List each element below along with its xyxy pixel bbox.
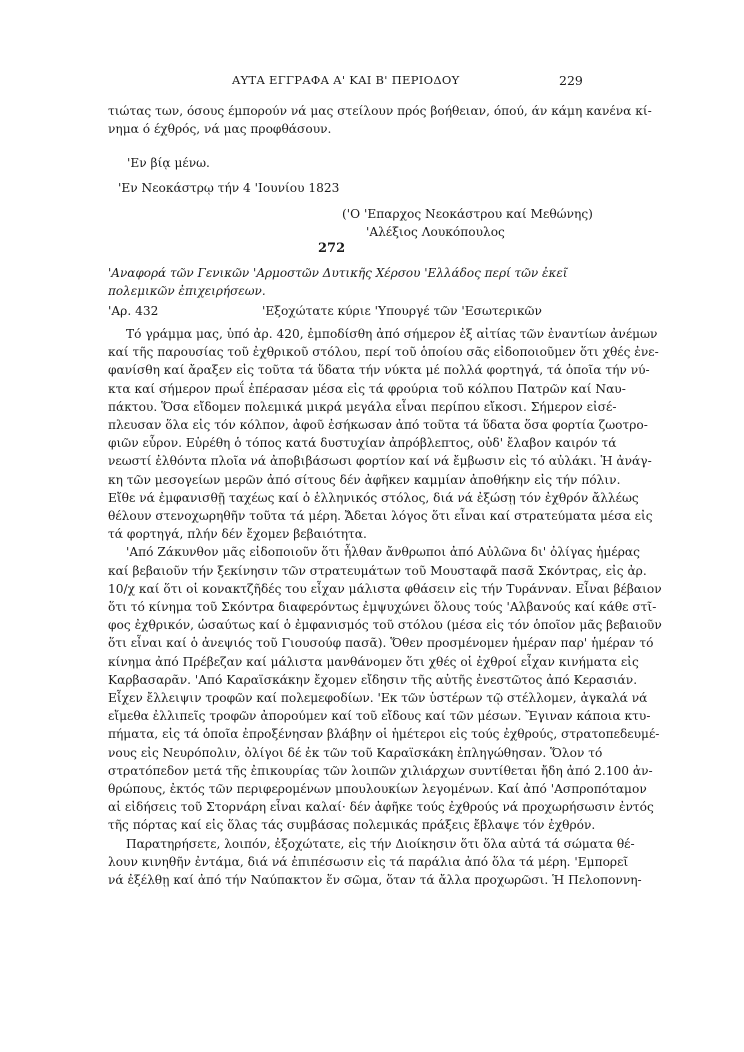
paragraph	[108, 835, 642, 890]
paragraph	[108, 325, 659, 543]
reference-number: 'Αρ. 432	[108, 304, 159, 318]
text-line: φιῶν εὗρον. Εὑρέθη ὁ τόπος κατά δυστυχίαν ἀπρόβλεπτος, οὐδ' ἔλαβον καιρόν τά	[108, 436, 617, 451]
text-line: Τό γράμμα μας, ὑπό ἀρ. 420, ἐμποδίσθη ἀπό σήμερον ἐξ αἰτίας τῶν ἐναντίων ἀνέμων	[126, 327, 658, 341]
document-title: 'Αναφορά τῶν Γενικῶν 'Αρμοστῶν Δυτικῆς Χέρσου 'Ελλάδος περί τῶν ἐκεῖ πολεμικῶν ἐπιχειρήσεων.	[108, 266, 568, 298]
signature-title: ('Ο 'Επαρχος Νεοκάστρου καί Μεθώνης)	[342, 207, 593, 221]
text-line: Καρβασαρᾶν. 'Από Καραϊσκάκην ἔχομεν εἴδησιν τῆς αὐτῆς ἐνεστῶτος ἀπό Κερασιάν.	[108, 672, 638, 687]
text-line: λουν κινηθῆν ἐντάμα, διά νά ἐπιπέσωσιν εἰς τά παράλια ἀπό ὅλα τά μέρη. 'Εμπορεῖ	[108, 854, 629, 869]
text-line: τά φορτηγά, πλήν δέν ἔχομεν βεβαιότητα.	[108, 527, 367, 542]
text-line: φος ἐχθρικόν, ὡσαύτως καί ὁ ἐμφανισμός τοῦ στόλου (μέσα εἰς τόν ὁποῖον μᾶς βεβαιοῦν	[108, 618, 662, 633]
text-line: κίνημα ἀπό Πρέβεζαν καί μάλιστα μανθάνομεν ὅτι χθές οἱ ἐχθροί εἶχαν κινήματα εἰς	[108, 654, 639, 669]
paragraph	[108, 543, 662, 834]
text-line: 10/χ καί ὅτι οἱ κονακτζῆδές του εἶχαν μάλιστα φθάσειν εἰς τήν Τυράνναν. Εἶναι βέβαιον	[108, 581, 662, 596]
document-body	[108, 325, 662, 889]
text-line: νά ἐξέλθῃ καί ἀπό τήν Ναύπακτον ἕν σῶμα, ὅταν τά ἄλλα προχωρῶσι. Ἡ Πελοποννη-	[108, 873, 642, 888]
text-line: πλευσαν ὅλα εἰς τόν κόλπον, ἀφοῦ ἐσήκωσαν ἀπό τοῦτα τά ὕδατα ὅσα φορτία ζωοτρο-	[108, 418, 648, 433]
text-line: Παρατηρήσετε, λοιπόν, ἐξοχώτατε, εἰς τήν Διοίκησιν ὅτι ὅλα αὐτά τά σώματα θέ-	[126, 836, 635, 851]
text-line: νημα ό έχθρός, νά μας προφθάσουν.	[108, 122, 332, 137]
text-line: ὅτι εἶναι καί ὁ ἀνεψιός τοῦ Γιουσούφ πασᾶ). Ὅθεν προσμένομεν ἡμέραν παρ' ἡμέραν τό	[108, 636, 654, 651]
closing-phrase: 'Εν βίᾳ μένω.	[127, 156, 210, 170]
text-line: αἱ εἰδήσεις τοῦ Στορνάρη εἶναι καλαί· δέν ἀφῆκε τούς ἐχθρούς νά προχωρήσωσιν ἐντός	[108, 800, 654, 815]
text-line: τῆς πόρτας καί εἰς ὅλας τάς συμβάσας πολεμικάς πράξεις ἔβλαψε τόν ἐχθρόν.	[108, 818, 596, 833]
text-line: πήματα, εἰς τά ὁποῖα ἐπροξένησαν βλάβην οἱ ἡμέτεροι εἰς τούς ἐχθρούς, στρατοπεδευμέ-	[108, 727, 660, 742]
text-line: νους εἰς Νευρόπολιν, ὀλίγοι δέ ἐκ τῶν τοῦ Καραϊσκάκη ἐπληγώθησαν. Ὅλον τό	[108, 745, 603, 760]
place-date: 'Εν Νεοκάστρῳ τήν 4 'Ιουνίου 1823	[118, 181, 340, 195]
text-line: πάκτου. Ὅσα εἴδομεν πολεμικά μικρά μεγάλα εἶναι περίπου εἴκοσι. Σήμερον εἰσέ-	[108, 399, 617, 414]
document-number: 272	[318, 241, 346, 256]
salutation: 'Εξοχώτατε κύριε 'Υπουργέ τῶν 'Εσωτερικῶν	[262, 304, 542, 318]
text-line: κτα καί σήμερον πρωΐ ἐπέρασαν μέσα εἰς τά φρούρια τοῦ κόλπου Πατρῶν καί Ναυ-	[108, 381, 626, 396]
text-line: 'Από Ζάκυνθον μᾶς εἰδοποιοῦν ὅτι ἦλθαν ἄνθρωποι ἀπό Αὐλῶνα δι' ὀλίγας ἡμέρας	[126, 545, 640, 560]
text-line: ὅτι τό κίνημα τοῦ Σκόντρα διαφερόντως ἐμψυχώνει ὅλους τούς 'Αλβανούς καί κάθε στῖ-	[108, 600, 657, 615]
text-line: φανίσθη καί ἄραξεν εἰς τοῦτα τά ὕδατα τήν νύκτα μέ πολλά φορτηγά, τά ὁποῖα τήν νύ-	[108, 363, 650, 378]
previous-document-text	[108, 102, 652, 138]
text-line: θέλουν στενοχωρηθῆν τοῦτα τά μέρη. Ἄδεται λόγος ὅτι εἶναι καί στρατεύματα μέσα εἰς	[108, 509, 653, 524]
signature-name: 'Αλέξιος Λουκόπουλος	[366, 225, 505, 239]
text-line: εἴμεθα ἐλλιπεῖς τροφῶν ἀπορούμεν καί τοῦ εἴδους καί τῶν μέσων. Ἔγιναν κάποια κτυ-	[108, 709, 651, 724]
text-line: θρώπους, ἐκτός τῶν περιφερομένων μπουλουκίων λεγομένων. Καί ἀπό 'Ασπροπόταμον	[108, 782, 647, 797]
page-number: 229	[559, 73, 583, 88]
text-line: καί τῆς παρουσίας τοῦ ἐχθρικοῦ στόλου, περί τοῦ ὁποίου σᾶς εἰδοποιοῦμεν ὅτι χθές ἐνε-	[108, 345, 659, 360]
text-line: καί βεβαιοῦν τήν ξεκίνησιν τῶν στρατευμάτων τοῦ Μουσταφᾶ πασᾶ Σκόντρας, εἰς ἀρ.	[108, 563, 647, 578]
text-line: τιώτας των, όσους έμπορούν νά μας στείλουν πρός βοήθειαν, όπού, άν κάμη κανένα κί-	[108, 104, 652, 118]
text-line: Εἶχεν ἔλλειψιν τροφῶν καί πολεμεφοδίων. 'Εκ τῶν ὑστέρων τῷ στέλλομεν, ἀγκαλά νά	[108, 691, 648, 706]
text-line: νεωστί ἐλθόντα πλοῖα νά ἀποβιβάσωσι φορτίον καί νά ἔμβωσιν εἰς τό αὐλάκι. Ἡ ἀνάγ-	[108, 454, 652, 469]
running-head: ΑΥΤΑ ΕΓΓΡΑΦΑ Α' ΚΑΙ Β' ΠΕΡΙΟΔΟΥ	[232, 73, 460, 87]
text-line: στρατόπεδον μετά τῆς ἐπικουρίας τῶν λοιπῶν χιλιάρχων συντίθεται ἤδη ἀπό 2.100 ἀν-	[108, 763, 653, 778]
text-line: Εἴθε νά ἐμφανισθῇ ταχέως καί ὁ ἑλληνικός στόλος, διά νά ἐξώσῃ τόν ἐχθρόν ἄλλέως	[108, 490, 639, 505]
text-line: κη τῶν μεσογείων μερῶν ἀπό σίτους δέν ἀφῆκεν καμμίαν ἀποθήκην εἰς τήν πόλιν.	[108, 472, 621, 487]
